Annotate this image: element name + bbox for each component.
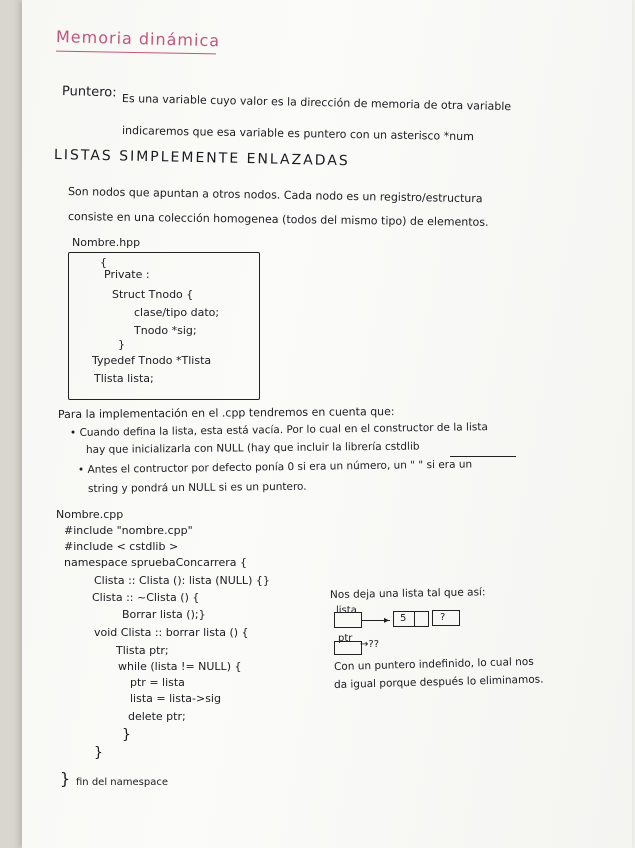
hpp-line-5: Tnodo *sig; xyxy=(134,324,197,337)
cpp-line-1: #include "nombre.cpp" xyxy=(64,524,193,537)
node-2 xyxy=(432,610,460,626)
arrow-head: ▸ xyxy=(384,615,390,626)
lista-pointer-box xyxy=(334,612,362,628)
node-1-divider xyxy=(414,612,415,626)
hpp-line-7: Typedef Tnodo *Tlista xyxy=(92,354,212,367)
impl-bullet-2-line-2: string y pondrá un NULL si es un puntero. xyxy=(87,480,307,495)
hpp-line-4: clase/tipo dato; xyxy=(134,306,220,319)
page-title: Memoria dinámica xyxy=(55,27,221,51)
node-1-value: 5 xyxy=(400,613,407,624)
cpp-line-6: Borrar lista ();} xyxy=(122,608,206,621)
cpp-line-14: } xyxy=(94,745,103,761)
cpp-line-8: Tlista ptr; xyxy=(116,644,169,657)
ptr-target-text: ?? xyxy=(368,639,380,650)
impl-bullet-1-line-1-text: Cuando defina la lista, esta está vacía. Por lo cual en el constructor de la lista xyxy=(79,421,488,439)
hpp-line-6: } xyxy=(118,338,125,351)
impl-bullet-1-line-2: hay que inicializarla con NULL (hay que incluir la librería cstdlib xyxy=(85,440,420,456)
cpp-line-13: } xyxy=(122,727,131,743)
cpp-line-5: Clista :: ~Clista () { xyxy=(92,591,200,604)
puntero-label: Puntero: xyxy=(61,84,117,101)
diagram-note-1: Con un puntero indefinido, lo cual nos xyxy=(333,655,534,673)
node-2-value: ? xyxy=(440,612,446,623)
listas-heading: LISTAS SIMPLEMENTE ENLAZADAS xyxy=(53,147,350,170)
diagram-intro: Nos deja una lista tal que así: xyxy=(329,586,486,601)
hpp-line-3: Struct Tnodo { xyxy=(112,288,194,301)
nodos-line-2: consiste en una colección homogenea (todos del mismo tipo) de elementos. xyxy=(67,210,489,229)
cpp-line-15: } xyxy=(60,769,71,788)
lista-label: lista xyxy=(336,605,357,616)
cpp-line-12: delete ptr; xyxy=(128,710,186,723)
cpp-line-4: Clista :: Clista (): lista (NULL) {} xyxy=(94,574,270,587)
cpp-line-10: ptr = lista xyxy=(130,676,185,689)
page-edge-shadow xyxy=(0,0,22,848)
node-1 xyxy=(393,611,429,627)
ptr-target: →?? xyxy=(360,639,380,650)
impl-bullet-1-line-1: • Cuando defina la lista, esta está vacía. Por lo cual en el constructor de la lista xyxy=(69,421,488,439)
puntero-line-2: indicaremos que esa variable es puntero con un asterisco *num xyxy=(121,124,474,144)
impl-bullet-2-line-1: • Antes el contructor por defecto ponía 0 si era un número, un " " si era un xyxy=(77,458,473,476)
cpp-line-9: while (lista != NULL) { xyxy=(118,660,242,673)
hpp-line-2: Private : xyxy=(104,268,150,281)
hpp-line-8: Tlista lista; xyxy=(94,372,154,385)
cpp-line-3: namespace spruebaConcarrera { xyxy=(64,556,247,569)
hpp-filename: Nombre.hpp xyxy=(72,236,141,249)
cpp-line-2: #include < cstdlib > xyxy=(64,540,179,553)
cpp-line-7: void Clista :: borrar lista () { xyxy=(94,626,249,639)
impl-intro: Para la implementación en el .cpp tendremos en cuenta que: xyxy=(57,405,395,421)
cpp-line-11: lista = lista->sig xyxy=(130,692,221,705)
diagram-note-2: da igual porque después lo eliminamos. xyxy=(333,673,544,691)
cpp-line-16: fin del namespace xyxy=(76,777,168,788)
hpp-line-1: { xyxy=(100,256,107,269)
ptr-label: ptr xyxy=(338,633,353,644)
cpp-filename: Nombre.cpp xyxy=(56,508,124,521)
nodos-line-1: Son nodos que apuntan a otros nodos. Cada nodo es un registro/estructura xyxy=(67,185,483,206)
ptr-box xyxy=(334,641,362,655)
puntero-line-1: Es una variable cuyo valor es la dirección de memoria de otra variable xyxy=(121,92,512,114)
impl-bullet-2-line-1-text: Antes el contructor por defecto ponía 0 si era un número, un " " si era un xyxy=(87,458,473,476)
